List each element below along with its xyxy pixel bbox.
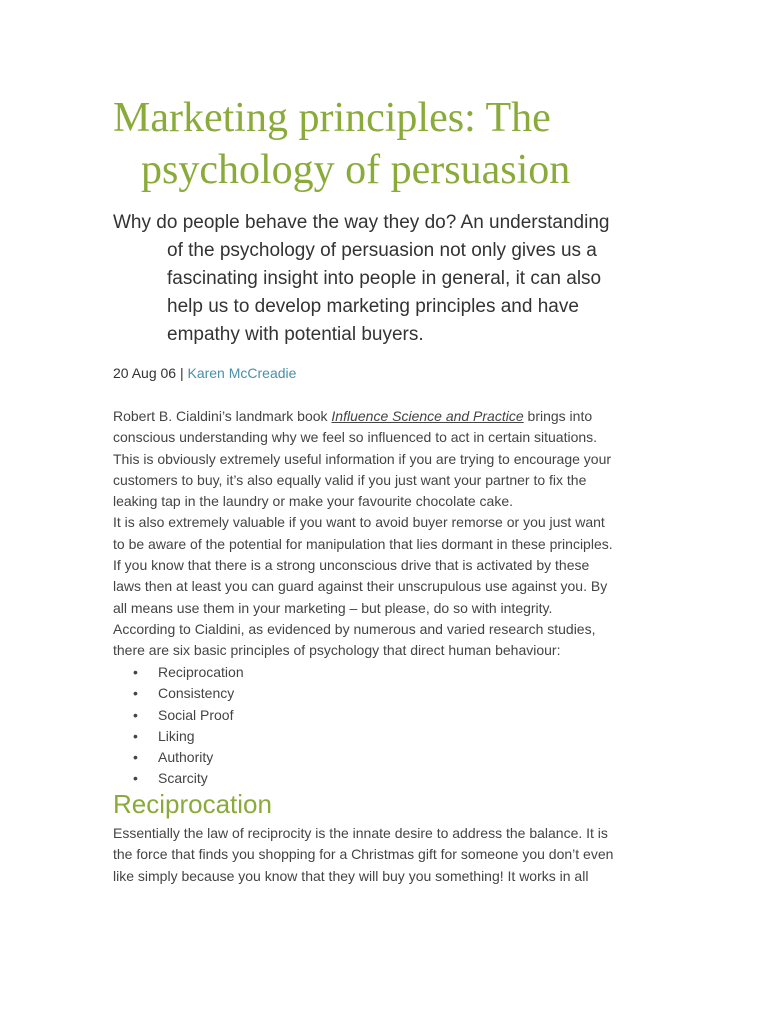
article-title	[113, 92, 673, 196]
section-line: like simply because you know that they will buy you something! It works in all	[113, 867, 589, 884]
body-text: brings into	[523, 408, 593, 424]
bullet-icon: •	[133, 770, 138, 787]
article-title-line-1: Marketing principles: The	[113, 95, 551, 141]
bullet-icon: •	[133, 749, 138, 766]
section-heading-reciprocation: Reciprocation	[113, 789, 272, 819]
list-item-label: Liking	[158, 727, 195, 744]
bullet-icon: •	[133, 706, 138, 723]
list-item-label: Authority	[158, 749, 214, 766]
section-line: Essentially the law of reciprocity is the innate desire to address the balance. It is	[113, 825, 608, 841]
body-line: leaking tap in the laundry or make your favourite chocolate cake.	[113, 493, 514, 510]
body-line: If you know that there is a strong unconscious drive that is activated by these	[113, 557, 590, 574]
publish-date: 20 Aug 06	[113, 365, 177, 381]
body-line: It is also extremely valuable if you want to avoid buyer remorse or you just want	[113, 514, 605, 531]
standfirst-line: of the psychology of persuasion not only gives us a	[167, 240, 597, 261]
section-line: the force that finds you shopping for a Christmas gift for someone you don’t even	[113, 846, 614, 863]
body-line: laws then at least you can guard against their unscrupulous use against you. By	[113, 578, 608, 595]
body-line: According to Cialdini, as evidenced by numerous and varied research studies,	[113, 620, 596, 637]
body-text: Robert B. Cialdini’s landmark book	[113, 408, 332, 424]
body-line: conscious understanding why we feel so influenced to act in certain situations.	[113, 429, 598, 446]
bullet-icon: •	[133, 664, 138, 680]
section-body-reciprocation	[113, 823, 673, 887]
list-item-label: Reciprocation	[158, 664, 244, 680]
body-line: there are six basic principles of psychology that direct human behaviour:	[113, 642, 561, 659]
bullet-icon: •	[133, 727, 138, 744]
body-line: all means use them in your marketing – but please, do so with integrity.	[113, 599, 553, 616]
article-standfirst	[113, 209, 653, 349]
principles-list	[113, 662, 244, 790]
standfirst-line: Why do people behave the way they do? An understanding	[113, 212, 610, 233]
standfirst-line: fascinating insight into people in general, it can also	[167, 268, 602, 289]
standfirst-line: empathy with potential buyers.	[167, 324, 424, 345]
body-line: customers to buy, it’s also equally valid if you just want your partner to fix the	[113, 471, 587, 488]
list-item	[113, 705, 244, 726]
article-byline	[113, 363, 296, 383]
list-item-label: Consistency	[158, 685, 235, 702]
article-body	[113, 406, 673, 662]
list-item-label: Social Proof	[158, 706, 234, 723]
list-item-label: Scarcity	[158, 770, 208, 787]
list-item	[113, 683, 244, 704]
byline-separator: |	[176, 365, 188, 381]
author-link[interactable]: Karen McCreadie	[187, 365, 297, 381]
list-item	[113, 747, 244, 768]
list-item	[113, 662, 244, 683]
article-title-line-2: psychology of persuasion	[141, 147, 571, 193]
body-line: This is obviously extremely useful information if you are trying to encourage your	[113, 450, 612, 467]
bullet-icon: •	[133, 685, 138, 702]
list-item	[113, 726, 244, 747]
body-line: to be aware of the potential for manipulation that lies dormant in these principles.	[113, 535, 613, 552]
standfirst-line: help us to develop marketing principles and have	[167, 296, 579, 317]
body-line	[113, 406, 673, 427]
book-title-link[interactable]: Influence Science and Practice	[331, 408, 524, 424]
